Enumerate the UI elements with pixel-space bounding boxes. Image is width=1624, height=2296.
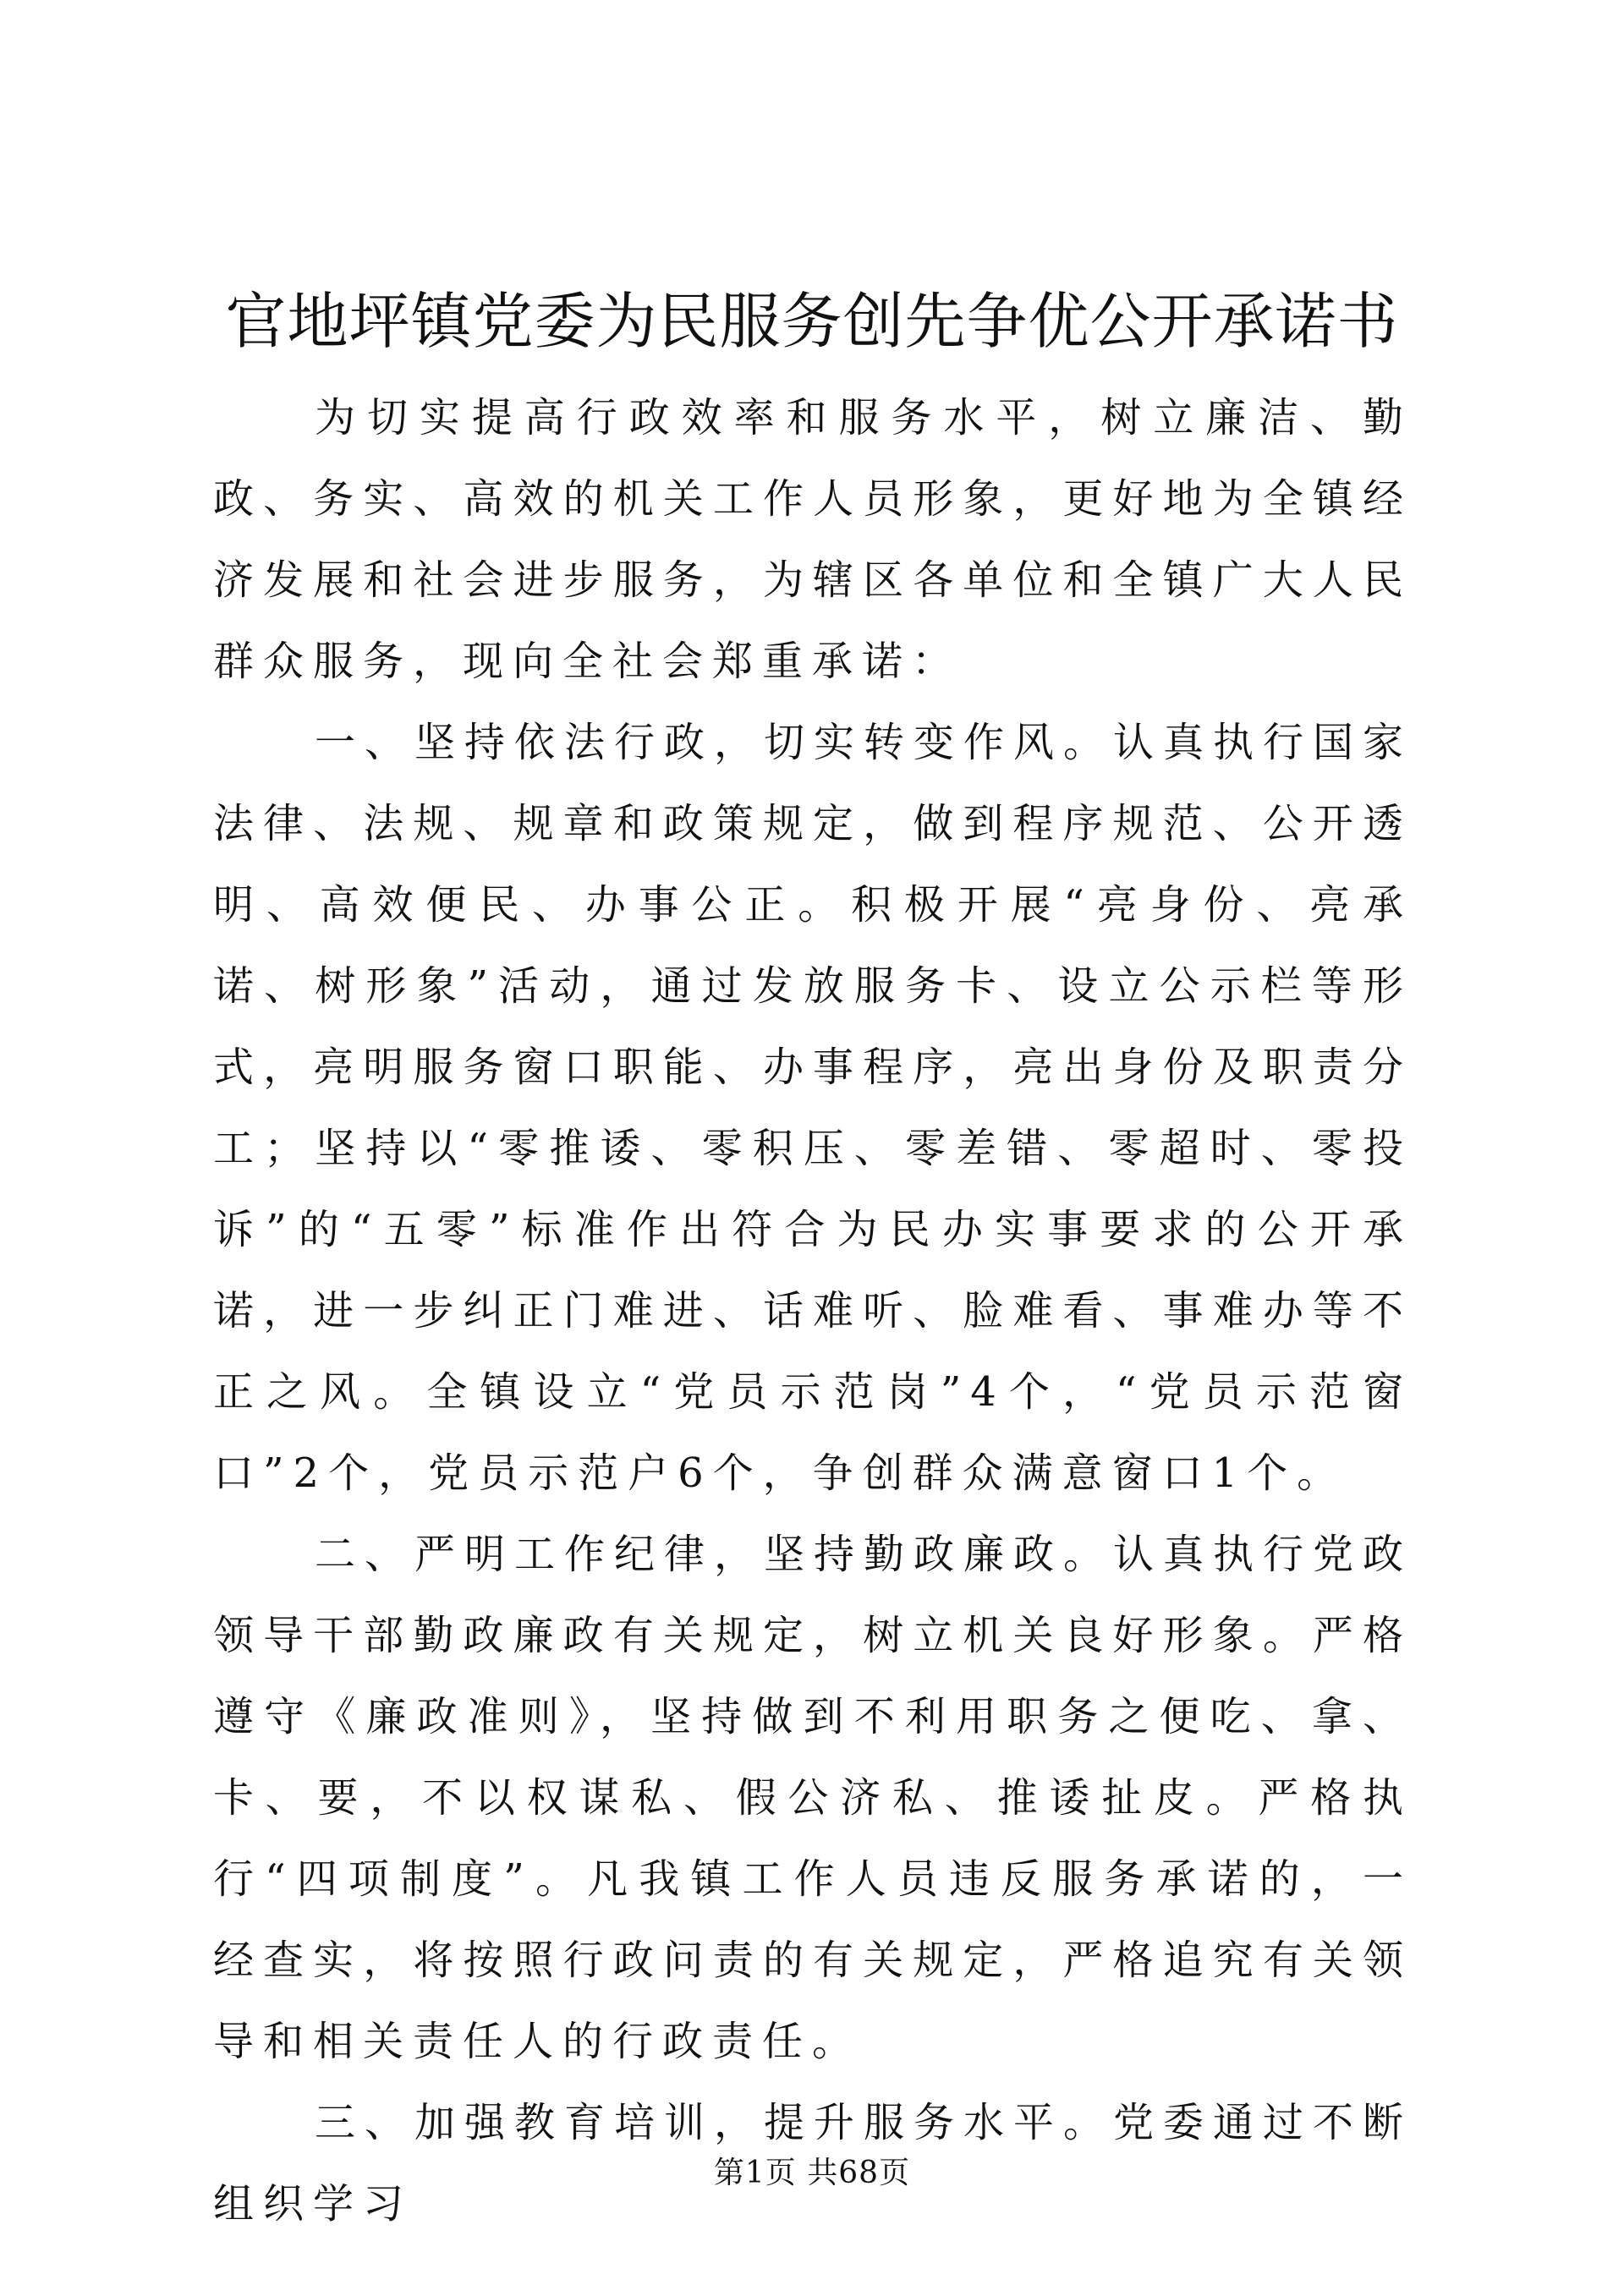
document-title: 官地坪镇党委为民服务创先争优公开承诺书 — [225, 286, 1399, 357]
document-body — [213, 377, 1413, 2244]
paragraph-section-2: 二、严明工作纪律，坚持勤政廉政。认真执行党政领导干部勤政廉政有关规定，树立机关良好形象。严格遵守《廉政准则》，坚持做到不利用职务之便吃、拿、卡、要，不以权谋私、假公济私、推诿扯皮。严格执行“四项制度”。凡我镇工作人员违反服务承诺的，一经查实，将按照行政问责的有关规定，严格追究有关领导和相关责任人的行政责任。 — [213, 1531, 1413, 2065]
page-number-footer: 第1页 共68页 — [713, 2156, 911, 2190]
paragraph-section-3: 三、加强教育培训，提升服务水平。党委通过不断组织学习 — [213, 2099, 1413, 2228]
paragraph-section-1: 一、坚持依法行政，切实转变作风。认真执行国家法律、法规、规章和政策规定，做到程序规范、公开透明、高效便民、办事公正。积极开展“亮身份、亮承诺、树形象”活动，通过发放服务卡、设立公示栏等形式，亮明服务窗口职能、办事程序，亮出身份及职责分工；坚持以“零推诿、零积压、零差错、零超时、零投诉”的“五零”标准作出符合为民办实事要求的公开承诺，进一步纠正门难进、话难听、脸难看、事难办等不正之风。全镇设立“党员示范岗”4个，“党员示范窗口”2个，党员示范户6个，争创群众满意窗口1个。 — [213, 719, 1413, 1497]
paragraph-intro: 为切实提高行政效率和服务水平，树立廉洁、勤政、务实、高效的机关工作人员形象，更好地为全镇经济发展和社会进步服务，为辖区各单位和全镇广大人民群众服务，现向全社会郑重承诺： — [213, 394, 1413, 685]
